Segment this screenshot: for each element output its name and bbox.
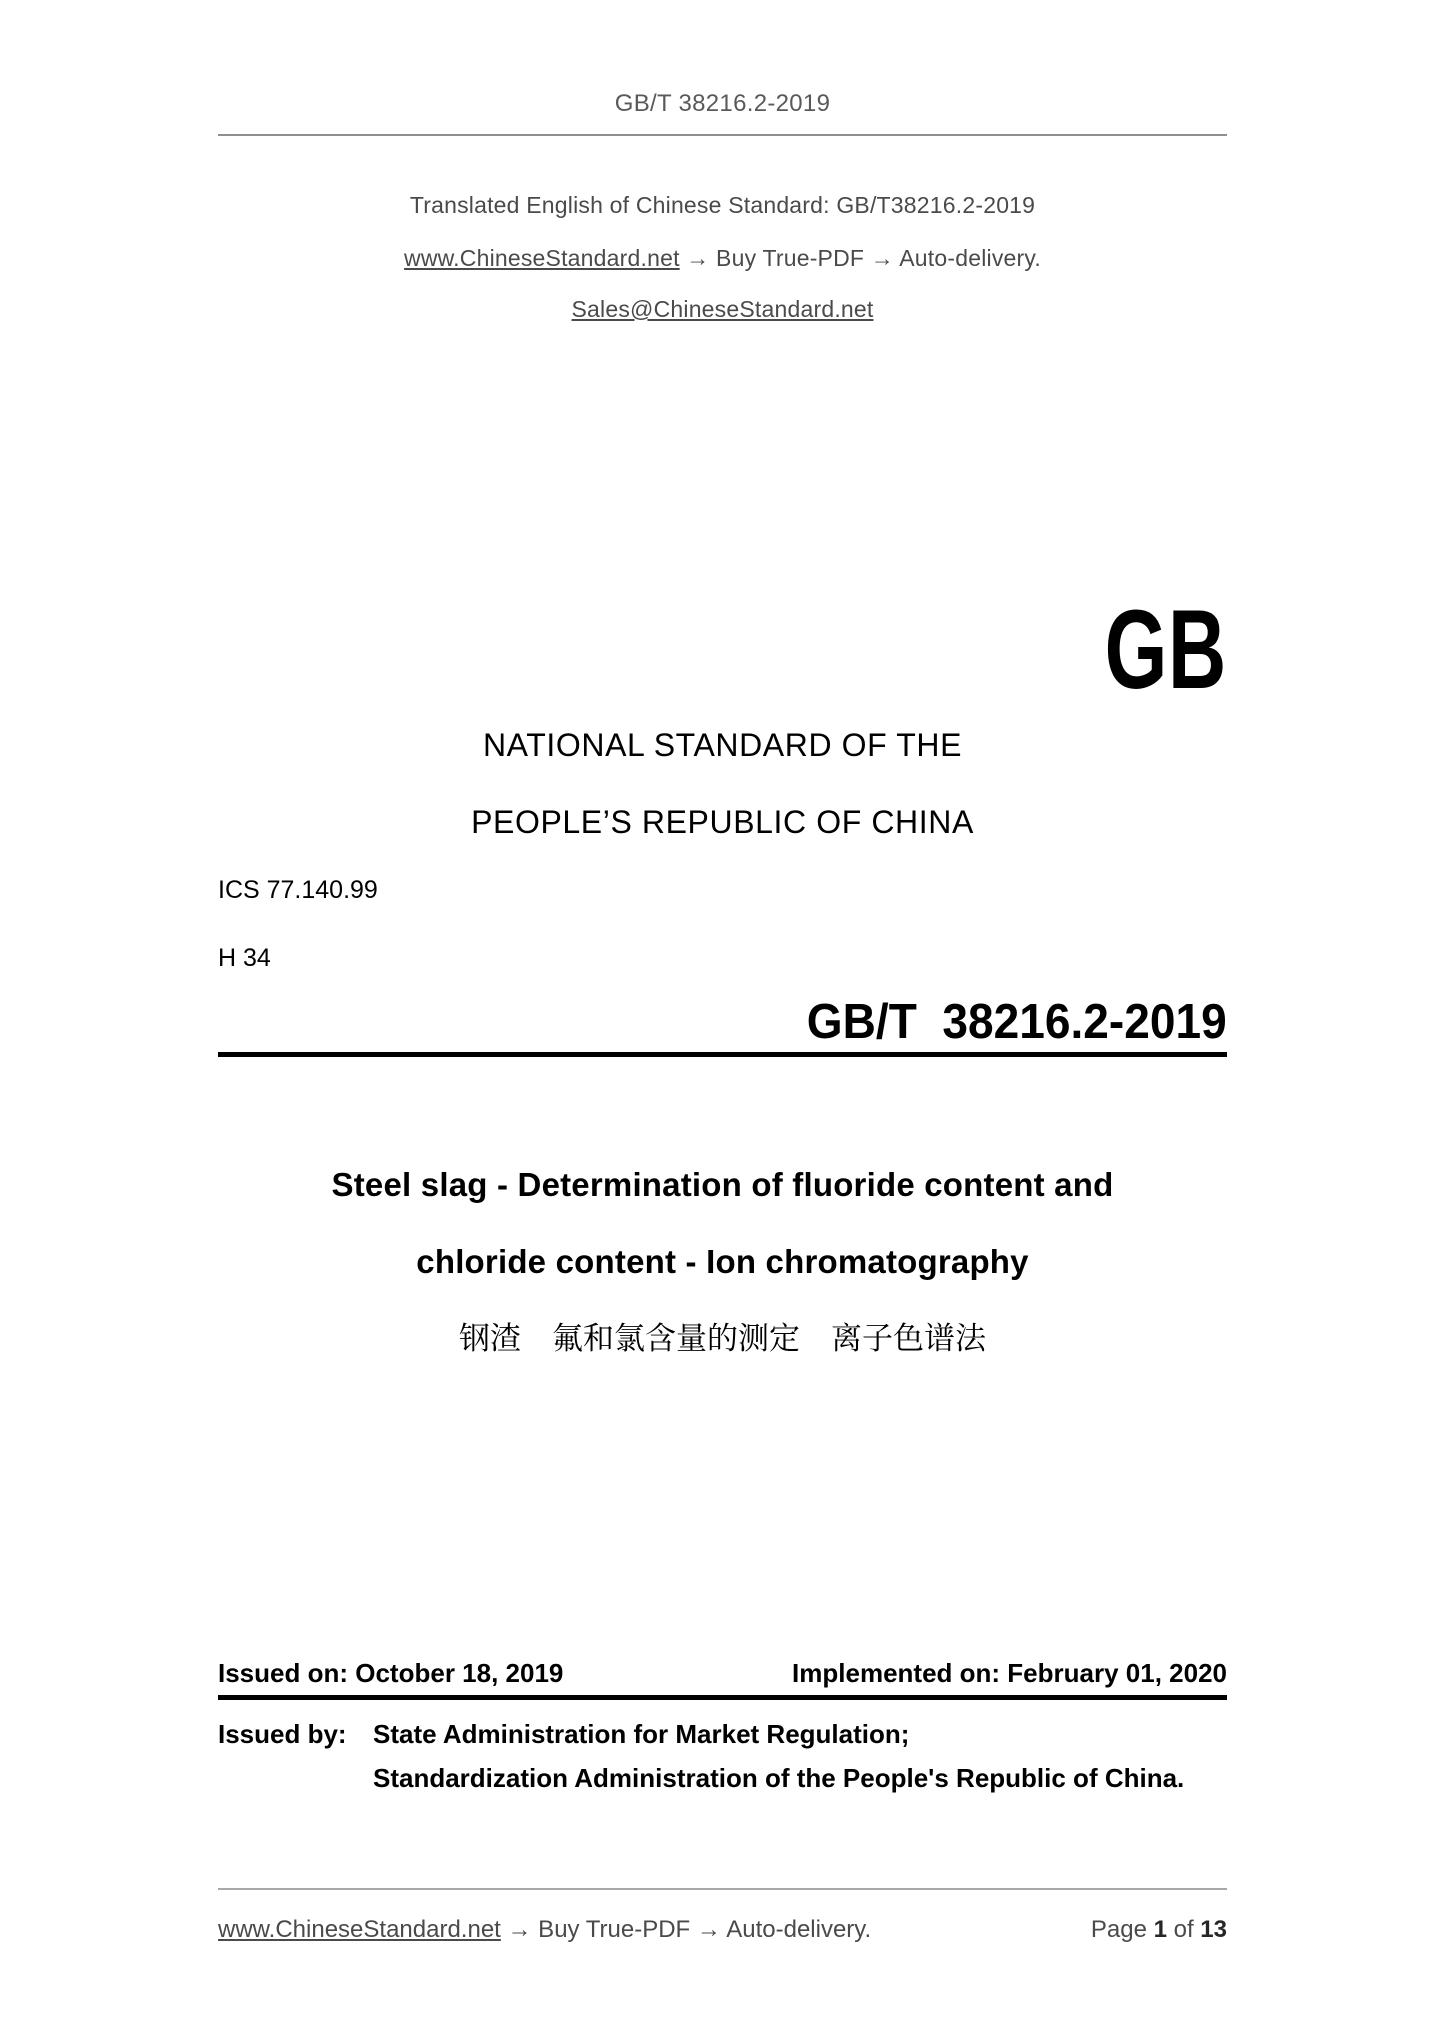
page-label: Page: [1090, 1916, 1154, 1943]
purchase-flow-text: → Buy True-PDF → Auto-delivery.: [679, 245, 1041, 271]
gb-emblem: GB: [1104, 587, 1227, 712]
implemented-on-label: Implemented on:: [792, 1658, 1001, 1688]
standard-number-underline: [218, 1052, 1227, 1057]
issuing-authorities: [373, 1712, 1227, 1800]
footer-purchase-flow-text: → Buy True-PDF → Auto-delivery.: [500, 1916, 872, 1943]
national-standard-line2: PEOPLE’S REPUBLIC OF CHINA: [471, 804, 974, 840]
page-total: 13: [1200, 1916, 1227, 1943]
footer-purchase-line: [218, 1916, 871, 1944]
footer: [218, 1916, 1227, 1944]
sales-email-line: [0, 296, 1445, 323]
ics-code: ICS 77.140.99: [218, 876, 378, 904]
page-current: 1: [1153, 1916, 1167, 1943]
title-english-line1: Steel slag - Determination of fluoride content and: [331, 1166, 1114, 1203]
site-purchase-line: [0, 245, 1445, 272]
page-indicator: [1091, 1916, 1227, 1944]
implemented-on: [792, 1658, 1227, 1689]
issuing-authority-1: State Administration for Market Regulation;: [373, 1719, 910, 1749]
issuing-authority-2: Standardization Administration of the People's Republic of China.: [373, 1763, 1185, 1793]
national-standard-line1: NATIONAL STANDARD OF THE: [482, 727, 963, 763]
title-english-line2: chloride content - Ion chromatography: [416, 1243, 1029, 1280]
dates-row: [218, 1658, 1227, 1689]
issued-by-block: [218, 1712, 1227, 1800]
issued-by-label: Issued by:: [218, 1719, 347, 1749]
issued-on-label: Issued on:: [218, 1658, 349, 1688]
of-label: of: [1166, 1916, 1201, 1943]
footer-website-link[interactable]: www.ChineseStandard.net: [218, 1916, 501, 1943]
china-doc-class-code: H 34: [218, 944, 271, 972]
sales-email-link[interactable]: Sales@ChineseStandard.net: [571, 296, 874, 322]
header-divider-line: [218, 134, 1227, 136]
implemented-on-value: February 01, 2020: [1007, 1658, 1227, 1688]
title-chinese: 钢渣 氟和氯含量的测定 离子色谱法: [459, 1321, 986, 1356]
running-header-doc-code: GB/T 38216.2-2019: [614, 90, 831, 117]
standard-number: GB/T 38216.2-2019: [807, 995, 1227, 1049]
website-link[interactable]: www.ChineseStandard.net: [404, 245, 680, 271]
dates-underline: [218, 1695, 1227, 1700]
issued-on: [218, 1658, 563, 1689]
footer-divider-line: [218, 1888, 1227, 1890]
translated-notice: Translated English of Chinese Standard: GB/T38216.2-2019: [409, 192, 1036, 218]
issued-on-value: October 18, 2019: [355, 1658, 564, 1688]
